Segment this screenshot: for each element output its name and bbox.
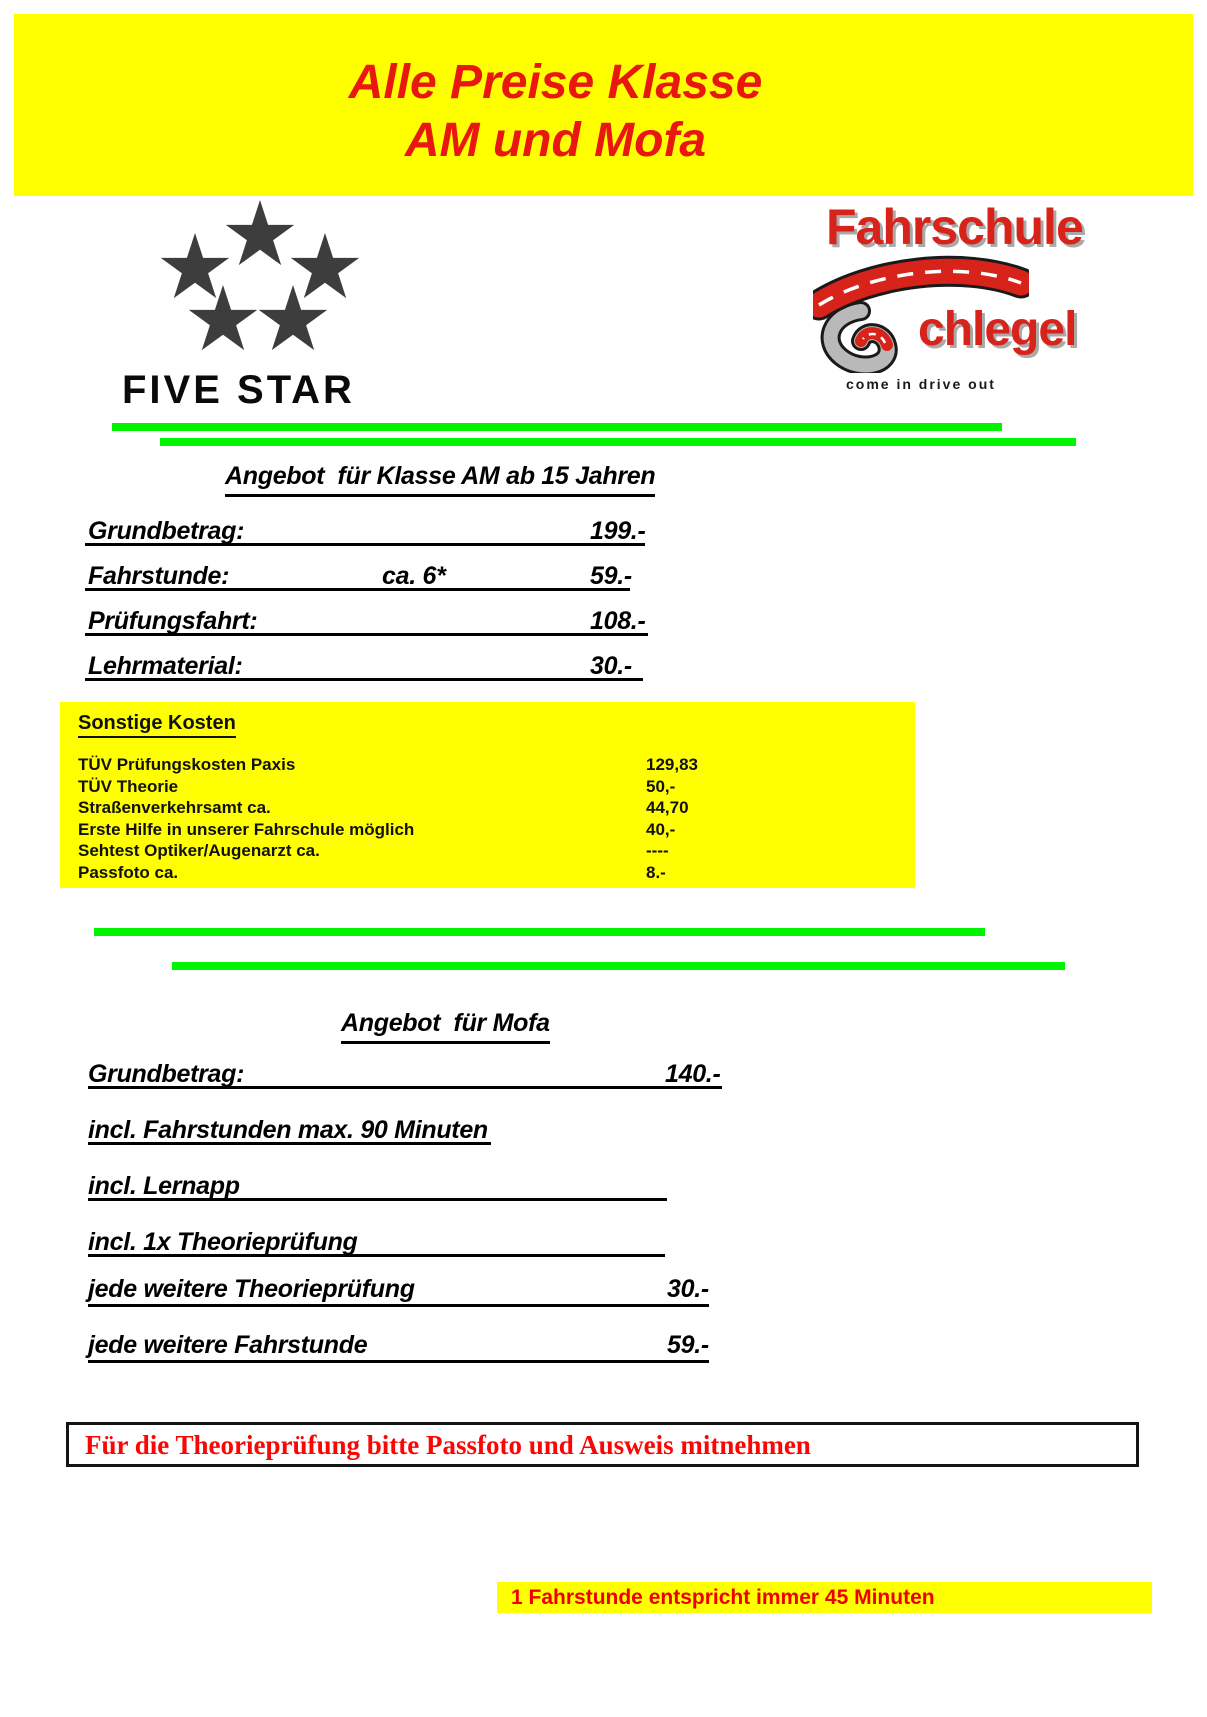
cost-item xyxy=(78,819,898,841)
row-label: Prüfungsfahrt: xyxy=(88,607,258,635)
row-value: 59.- xyxy=(667,1331,709,1359)
row-label: jede weitere Fahrstunde xyxy=(88,1331,368,1359)
green-divider-line xyxy=(94,928,985,936)
star-icon xyxy=(226,200,294,265)
cost-label: Erste Hilfe in unserer Fahrschule möglich xyxy=(78,819,415,839)
cost-value: 40,- xyxy=(646,819,676,839)
row-label: incl. Fahrstunden max. 90 Minuten xyxy=(88,1116,488,1144)
cost-label: Straßenverkehrsamt ca. xyxy=(78,798,271,817)
five-star-logo xyxy=(120,196,420,366)
cost-value: 129,83 xyxy=(646,755,698,774)
am-price-row xyxy=(85,652,643,681)
mofa-price-row xyxy=(88,1228,665,1257)
schlegel-word-bottom: chlegel xyxy=(918,303,1077,356)
am-section-heading: Angebot für Klasse AM ab 15 Jahren xyxy=(225,462,655,497)
row-value: 30.- xyxy=(590,652,632,680)
cost-label: Passfoto ca. xyxy=(78,862,179,882)
row-label: Fahrstunde: xyxy=(88,562,230,590)
cost-item xyxy=(78,797,898,819)
page-title xyxy=(14,54,1097,170)
sonstige-kosten-box xyxy=(60,702,915,888)
footer-strip xyxy=(497,1582,1152,1613)
mofa-extra-row xyxy=(88,1331,709,1363)
mofa-price-row xyxy=(88,1172,667,1201)
mofa-section-heading: Angebot für Mofa xyxy=(341,1009,550,1044)
sonstige-kosten-title: Sonstige Kosten xyxy=(78,712,236,738)
cost-value: 50,- xyxy=(646,776,676,796)
green-divider-line xyxy=(112,423,1002,431)
row-value: 30.- xyxy=(667,1275,709,1303)
row-value: 59.- xyxy=(590,562,632,590)
row-value: 108.- xyxy=(590,607,646,635)
star-icon xyxy=(291,233,359,298)
notice-box xyxy=(66,1422,1139,1467)
five-star-label: FIVE STAR xyxy=(122,368,355,412)
row-note: ca. 6* xyxy=(382,562,446,590)
cost-value: 44,70 xyxy=(646,798,689,817)
title-line-2: AM und Mofa xyxy=(404,114,707,167)
row-label: incl. 1x Theorieprüfung xyxy=(88,1228,358,1256)
row-value: 199.- xyxy=(590,517,646,545)
row-label: incl. Lernapp xyxy=(88,1172,240,1200)
row-label: jede weitere Theorieprüfung xyxy=(88,1275,415,1303)
am-price-row xyxy=(85,517,645,546)
sonstige-kosten-list xyxy=(78,754,898,883)
schlegel-word-top: Fahrschule xyxy=(826,199,1083,255)
cost-item xyxy=(78,862,898,884)
schlegel-logo xyxy=(808,196,1158,406)
star-icon xyxy=(189,285,257,350)
star-icon xyxy=(161,233,229,298)
cost-item xyxy=(78,776,898,798)
cost-item xyxy=(78,754,898,776)
row-label: Grundbetrag: xyxy=(88,1060,245,1088)
am-price-row xyxy=(85,562,630,591)
mofa-extra-row xyxy=(88,1275,709,1307)
row-label: Grundbetrag: xyxy=(88,517,245,545)
cost-label: Sehtest Optiker/Augenarzt ca. xyxy=(78,841,320,860)
footer-text: 1 Fahrstunde entspricht immer 45 Minuten xyxy=(511,1586,935,1609)
mofa-price-row xyxy=(88,1060,722,1089)
cost-label: TÜV Prüfungskosten Paxis xyxy=(78,755,296,774)
row-value: 140.- xyxy=(665,1060,721,1088)
header-banner xyxy=(14,14,1193,196)
green-divider-line xyxy=(172,962,1065,970)
title-line-1: Alle Preise Klasse xyxy=(348,56,763,109)
star-icon xyxy=(259,285,327,350)
green-divider-line xyxy=(160,438,1076,446)
mofa-price-row xyxy=(88,1116,491,1145)
cost-item xyxy=(78,840,898,862)
row-label: Lehrmaterial: xyxy=(88,652,243,680)
am-price-row xyxy=(85,607,648,636)
cost-value: ---- xyxy=(646,841,669,860)
schlegel-tagline: come in drive out xyxy=(846,376,996,392)
cost-label: TÜV Theorie xyxy=(78,776,179,796)
notice-text: Für die Theorieprüfung bitte Passfoto und Ausweis mitnehmen xyxy=(85,1430,811,1460)
cost-value: 8.- xyxy=(646,862,666,882)
